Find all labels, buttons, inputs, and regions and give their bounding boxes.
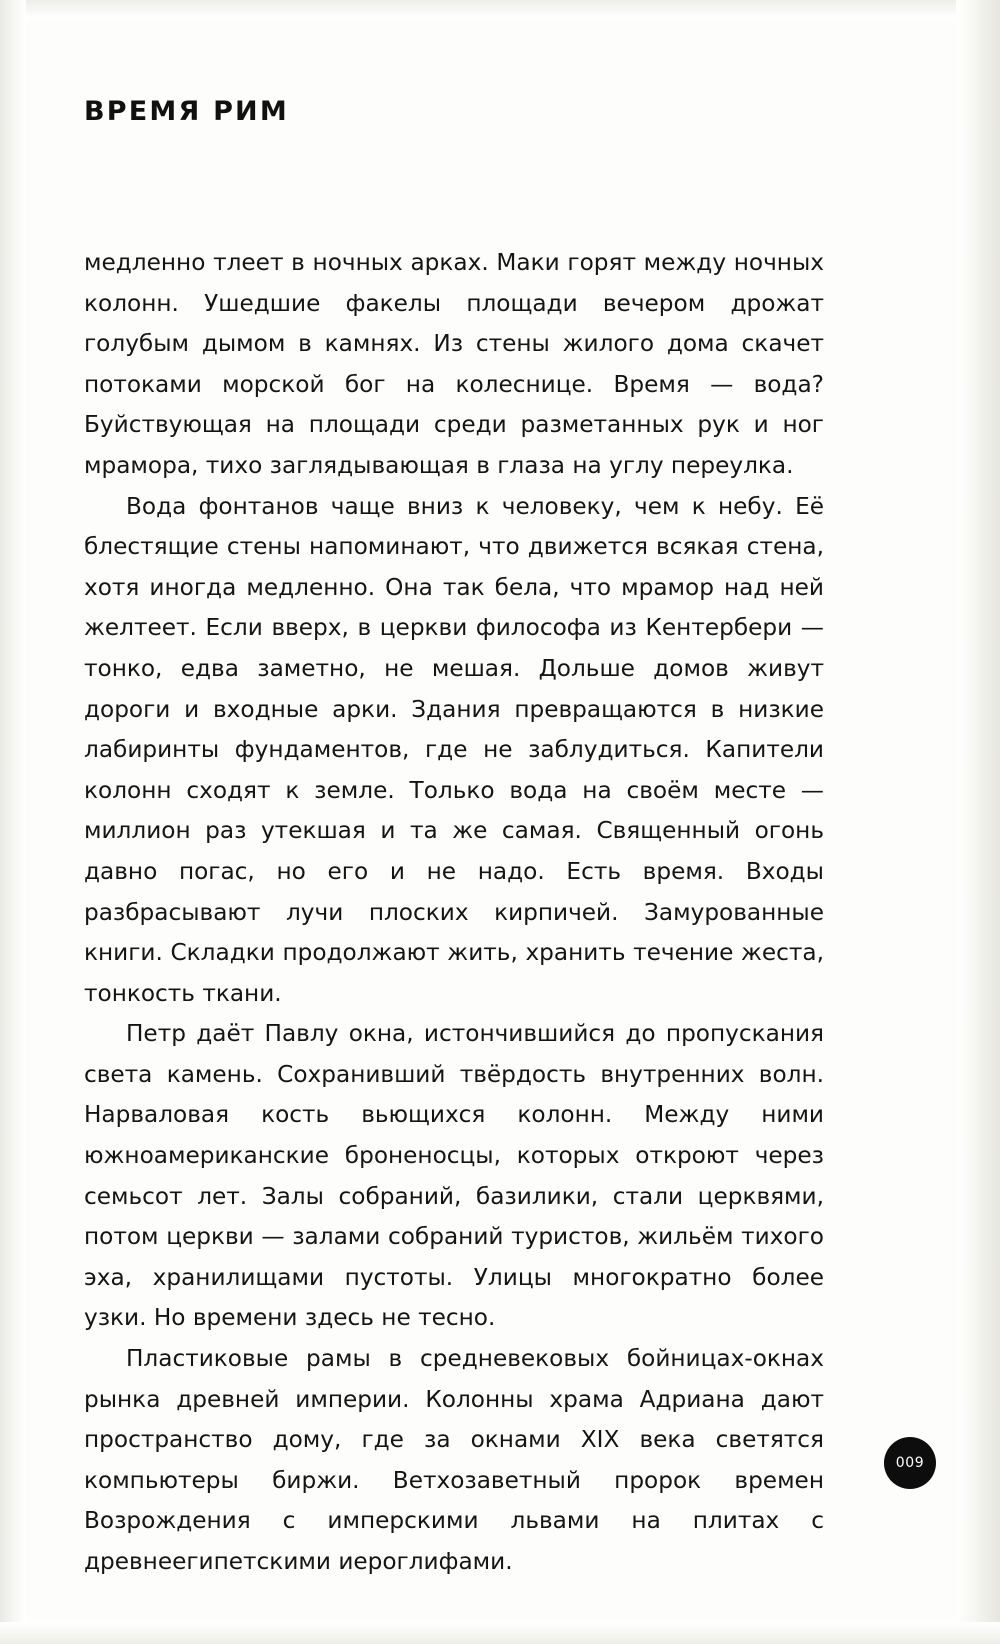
running-head: ВРЕМЯ РИМ [84,96,289,127]
page-edge-shading-right [956,0,1000,1644]
paragraph: Вода фонтанов чаще вниз к человеку, чем к небу. Её блестящие стены напоминают, что движется всякая стена, хотя иногда медленно. Она так бела, что мрамор над ней желтеет. Если вверх, в церкви философа из Кентербери — тонко, едва заметно, не мешая. Дольше домов живут дороги и входные арки. Здания превращаются в низкие лабиринты фундаментов, где не заблудиться. Капители колонн сходят к земле. Только вода на своём месте — миллион раз утекшая и та же самая. Священный огонь давно погас, но его и не надо. Есть время. Входы разбрасывают лучи плоских кирпичей. Замурованные книги. Складки продолжают жить, хранить течение жеста, тонкость ткани. [84,492,824,1007]
page-edge-shading-left [0,0,26,1644]
page-content [84,0,824,1644]
body-text [84,243,824,1583]
page-number-badge: 009 [884,1437,936,1489]
paragraph: Петр даёт Павлу окна, истончившийся до пропускания света камень. Сохранивший твёрдость внутренних волн. Нарваловая кость вьющихся колонн. Между ними южноамериканские броненосцы, которых откроют через семьсот лет. Залы собраний, базилики, стали церквями, потом церкви — залами собраний туристов, жильём тихого эха, хранилищами пустоты. Улицы многократно более узки. Но времени здесь не тесно. [84,1020,824,1332]
paragraph: медленно тлеет в ночных арках. Маки горят между ночных колонн. Ушедшие факелы площади вечером дрожат голубым дымом в камнях. Из стены жилого дома скачет потоками морской бог на колеснице. Время — вода? Буйствующая на площади среди разметанных рук и ног мрамора, тихо заглядывающая в глаза на углу переулка. [84,249,824,479]
paragraph: Пластиковые рамы в средневековых бойницах-окнах рынка древней империи. Колонны храма Адриана дают пространство дому, где за окнами XIX века светятся компьютеры биржи. Ветхозаветный пророк времен Возрождения с имперскими львами на плитах с древнеегипетскими иероглифами. [84,1345,824,1575]
